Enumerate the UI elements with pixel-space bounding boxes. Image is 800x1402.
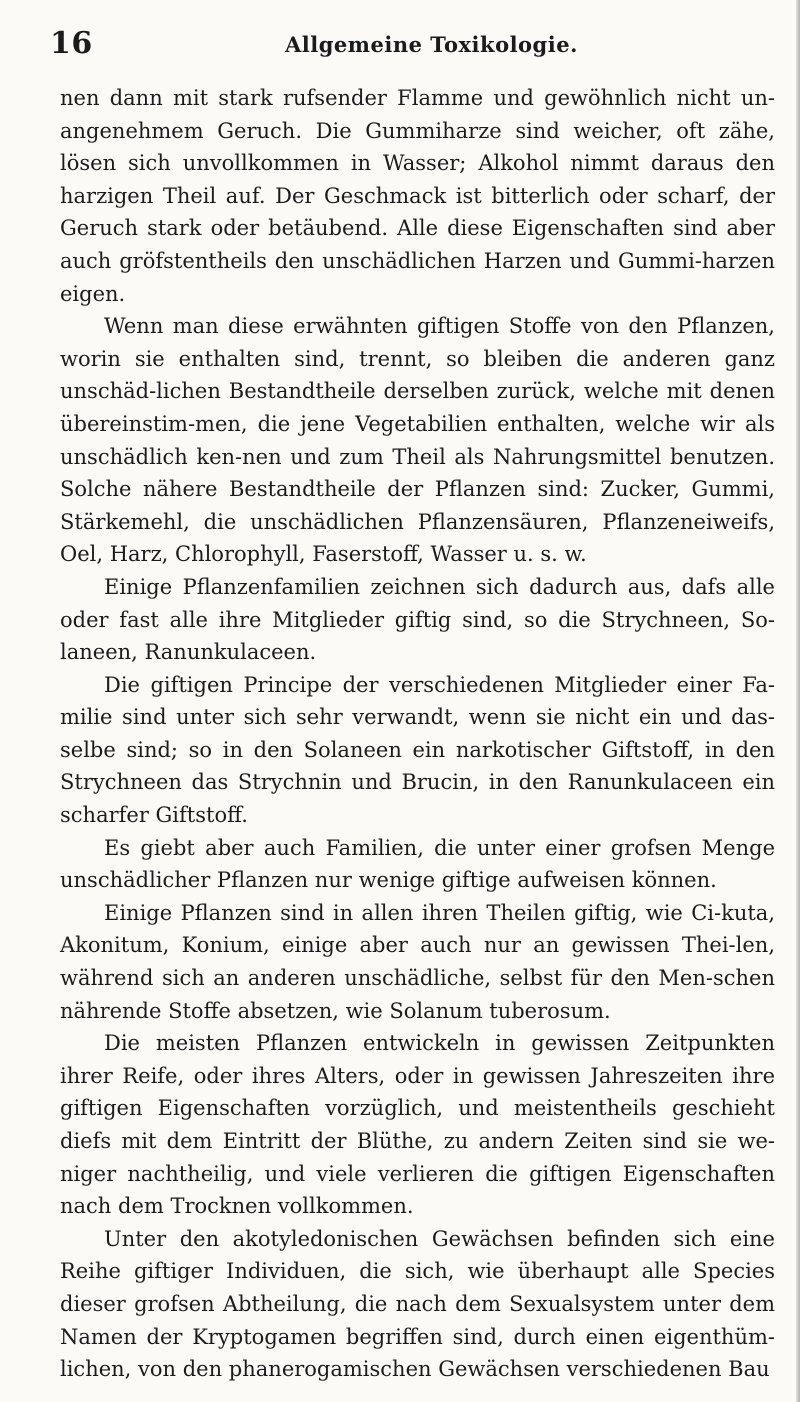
paragraph-8: Unter den akotyledonischen Gewächsen befinden sich eine Reihe giftiger Individuen, die sich, wie überhaupt alle Species dieser grofsen Abtheilung, die nach dem Sexualsystem unter dem Namen der Kryptogamen begriffen sind, durch einen eigenthüm-lichen, von den phanerogamischen Gewächsen verschiedenen Bau (60, 1226, 775, 1382)
paragraph-7: Die meisten Pflanzen entwickeln in gewissen Zeitpunkten ihrer Reife, oder ihres Alters, oder in gewissen Jahreszeiten ihre giftigen Eigenschaften vorzüglich, und meistentheils geschieht diefs mit dem Eintritt der Blüthe, zu andern Zeiten sind sie we-niger nachtheilig, und viele verlieren die giftigen Eigenschaften nach dem Trocknen vollkommen. (60, 1031, 775, 1219)
page-number: 16 (50, 26, 93, 61)
paragraph-2: Wenn man diese erwähnten giftigen Stoffe von den Pflanzen, worin sie enthalten sind, trennt, so bleiben die anderen ganz unschäd-lichen Bestandtheile derselben zurück, welche mit denen übereinstim-men, die jene Vegetabilien enthalten, welche wir als unschädlich ken-nen und zum Theil als Nahrungsmittel benutzen. Solche nähere Bestandtheile der Pflanzen sind: Zucker, Gummi, Stärkemehl, die unschädlichen Pflanzensäuren, Pflanzeneiweifs, Oel, Harz, Chlorophyll, Faserstoff, Wasser u. s. w. (60, 314, 775, 567)
paragraph-3: Einige Pflanzenfamilien zeichnen sich dadurch aus, dafs alle oder fast alle ihre Mitglieder giftig sind, so die Strychneen, So-laneen, Ranunkulaceen. (60, 574, 775, 665)
paragraph-1: nen dann mit stark rufsender Flamme und gewöhnlich nicht un-angenehmem Geruch. Die Gummiharze sind weicher, oft zähe, lösen sich unvollkommen in Wasser; Alkohol nimmt daraus den harzigen Theil auf. Der Geschmack ist bitterlich oder scharf, der Geruch stark oder betäubend. Alle diese Eigenschaften sind aber auch gröfstentheils den unschädlichen Harzen und Gummi-harzen eigen. (60, 86, 775, 306)
paragraph-6: Einige Pflanzen sind in allen ihren Theilen giftig, wie Ci-kuta, Akonitum, Konium, einige aber auch nur an gewissen Thei-len, während sich an anderen unschädliche, selbst für den Men-schen nährende Stoffe absetzen, wie Solanum tuberosum. (60, 900, 775, 1023)
running-head: Allgemeine Toxikologie. (285, 32, 578, 57)
page-header (50, 26, 770, 66)
body-text (60, 82, 775, 1386)
paragraph-4: Die giftigen Principe der verschiedenen Mitglieder einer Fa-milie sind unter sich sehr verwandt, wenn sie nicht ein und das-selbe sind; so in den Solaneen ein narkotischer Giftstoff, in den Strychneen das Strychnin und Brucin, in den Ranunkulaceen ein scharfer Giftstoff. (60, 672, 775, 828)
paragraph-5: Es giebt aber auch Familien, die unter einer grofsen Menge unschädlicher Pflanzen nur wenige giftige aufweisen können. (60, 835, 775, 893)
page-edge-shadow (796, 0, 800, 1402)
